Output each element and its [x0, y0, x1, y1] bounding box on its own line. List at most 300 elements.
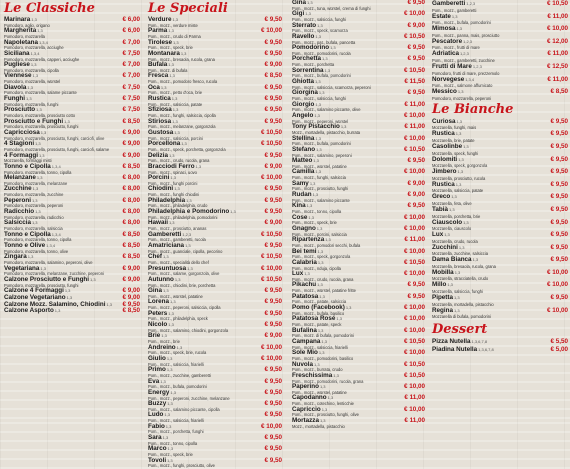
menu-item-price: € 12,50 [546, 62, 568, 70]
menu-item-description: Pom., mozz., petto d'oca, brie [148, 90, 203, 96]
menu-item-price: € 10,00 [403, 247, 425, 255]
allergen-codes: 1,3 [64, 118, 70, 124]
menu-item-description: Pom., mozz., salamino piccante, cipolla [148, 406, 220, 412]
allergen-codes: 1,3 [167, 446, 174, 452]
menu-item-description: Pomodoro, mozzarella, cipolla [4, 67, 59, 73]
menu-item-row [432, 206, 568, 214]
menu-item-name [432, 38, 472, 46]
menu-item-description: Pom., mozz., funghi, prosciutto, olive [148, 463, 215, 469]
menu-item-name-text: Tony Pistacchio [292, 123, 340, 131]
allergen-codes: 1,3 [345, 305, 352, 311]
menu-item [292, 169, 425, 180]
menu-item-name-text: Capodanno [292, 394, 327, 402]
menu-item-name-text: Casolinbe [432, 142, 463, 150]
menu-item-description: Pom., mozz., bufala, pomodorini [292, 73, 351, 79]
menu-item-price: € 10,00 [403, 10, 425, 18]
menu-item-name-text: Nicolo [148, 321, 168, 329]
menu-item-price: € 9,50 [407, 44, 425, 52]
menu-item-name-text: Zucchine [4, 185, 32, 193]
allergen-codes: 1,3 [32, 186, 39, 192]
allergen-codes: 1,3 [336, 316, 342, 322]
menu-item-price: € 11,00 [547, 12, 568, 20]
allergen-codes: 1,3 [458, 244, 465, 250]
menu-item-description: Pomodoro, mozzarella, würstel [4, 79, 61, 85]
menu-item-row [432, 130, 568, 138]
menu-item-description: Mozz., mortadella, pistacchio [292, 423, 345, 429]
menu-item-description: Pom., mozz., speck, brie [148, 451, 193, 457]
menu-item-name [432, 50, 469, 58]
menu-item [432, 76, 568, 89]
allergen-codes: 1,3 [444, 232, 450, 238]
allergen-codes: 1,3 [307, 0, 313, 5]
menu-item-price: € 9,00 [264, 162, 282, 170]
allergen-codes: 1,3 [170, 299, 176, 305]
menu-item-row [432, 231, 568, 239]
menu-item-name-text: Lorena [148, 298, 169, 306]
allergen-codes: 1,3 [340, 124, 347, 130]
menu-item-description: Mozzarella, porchetta, brie [432, 213, 481, 219]
menu-item-price: € 10,00 [403, 213, 425, 221]
allergen-codes: 1,3 [327, 395, 334, 401]
menu-item-description: Pom., mozz., peperoni, salsiccia, cipolla [148, 305, 221, 311]
menu-item-name-text: Capriccio [292, 405, 321, 413]
allergen-codes: 1,3 [90, 276, 96, 282]
menu-item-description: Pom., mozz., salsiccia, patate [148, 101, 203, 107]
menu-item-name-text: Bufalina [292, 326, 317, 334]
menu-item-description: Pom., mozz., porcini, salsiccia [292, 231, 347, 237]
menu-item [148, 73, 282, 84]
allergen-codes: 1,3 [35, 209, 41, 215]
menu-item-name [432, 181, 461, 189]
menu-item-name-text: Stefano [292, 145, 316, 153]
menu-item-description: Pomodoro, mozzarella, capperi, acciughe [4, 56, 80, 62]
menu-item-price: € 9,50 [264, 117, 282, 125]
menu-item-price: € 9,50 [264, 95, 282, 103]
menu-item-description: Pomodoro, mozzarella, tonno, cipolla [4, 237, 72, 243]
menu-item-price: € 9,50 [264, 411, 282, 419]
allergen-codes: 1,3 [32, 73, 39, 79]
menu-item-price: € 12,00 [546, 37, 568, 45]
allergen-codes: 1,3 [319, 293, 325, 299]
menu-item-price: € 9,50 [550, 218, 568, 226]
menu-item-name [432, 338, 487, 346]
menu-column-3 [292, 0, 425, 429]
menu-item-description: Pom., mozz., funghi, salsiccia, cipolla [148, 113, 216, 119]
menu-item [432, 219, 568, 232]
menu-item-name-text: Eva [148, 377, 160, 385]
allergen-codes: 1,3 [168, 310, 174, 316]
menu-item [148, 322, 282, 333]
menu-item-row [432, 168, 568, 176]
menu-item-price: € 9,50 [550, 142, 568, 150]
menu-item-description: Pom., mozz., pomodori secchi, bufala [292, 242, 361, 248]
allergen-codes: 1,3 [319, 384, 326, 390]
menu-item-name-text: Funghi [4, 95, 25, 103]
allergen-codes: 1,2,3 [182, 231, 192, 237]
menu-item [432, 193, 568, 206]
menu-item-name-text: Parma [148, 27, 168, 35]
allergen-codes: 1,3 [181, 141, 187, 147]
menu-item-name-text: Peters [148, 309, 168, 317]
allergen-codes: 1,3 [454, 269, 461, 275]
menu-item [148, 390, 282, 401]
allergen-codes: 1,3,4 [46, 242, 56, 248]
menu-item [432, 63, 568, 76]
menu-item-name-text: Sorrentina [292, 66, 324, 74]
menu-item-row [432, 118, 568, 126]
allergen-codes: 1,3 [321, 406, 328, 412]
menu-item-price: € 10,00 [260, 343, 282, 351]
menu-item-name-text: Calzone 4 Formaggi [4, 287, 64, 295]
allergen-codes: 1,3 [38, 152, 45, 158]
menu-item-price: € 9,00 [122, 293, 140, 301]
menu-item-price: € 10,00 [403, 304, 425, 312]
menu-item [148, 277, 282, 288]
menu-item-name-text: Vegetariana [4, 264, 40, 272]
menu-item-name-text: Tonno e Olive [4, 241, 46, 249]
allergen-codes: 1,3 [166, 355, 173, 361]
menu-item-price: € 9,00 [122, 275, 140, 283]
menu-item-name-text: Fabio [148, 422, 165, 430]
menu-item-price: € 10,50 [260, 230, 282, 238]
menu-item-price: € 7,00 [122, 61, 140, 69]
menu-item-name [432, 244, 464, 252]
menu-item-name [432, 63, 482, 71]
menu-item-price: € 9,50 [550, 130, 568, 138]
menu-item-price: € 9,50 [407, 89, 425, 97]
allergen-codes: 1,3 [174, 186, 180, 192]
allergen-codes: 1,3 [317, 327, 324, 333]
menu-item-price: € 10,00 [260, 27, 282, 35]
menu-item-row [432, 219, 568, 227]
menu-item-description: Pom., mozz., salamino piccante, olive [292, 107, 361, 113]
menu-item [432, 0, 568, 13]
allergen-codes: 1,3 [309, 180, 316, 186]
menu-item-description: Pom., mozz., peperoni, zucchine, melanzane [148, 395, 230, 401]
menu-item-description: Pom., mozz., würstel, patatine [292, 389, 347, 395]
menu-item-description: Pom., mozz., bufala, pomodorini [148, 384, 207, 390]
menu-item [432, 256, 568, 269]
allergen-codes: 1,3 [168, 28, 174, 34]
allergen-codes: 1,3 [66, 294, 73, 300]
menu-item-price: € 8,50 [122, 162, 140, 170]
menu-item-row [432, 181, 568, 189]
menu-item-description: Pom., mozz., funghi porcini [148, 180, 198, 186]
menu-item-description: Pom., mozz., salsiccia, friarielli [292, 344, 348, 350]
allergen-codes: 1,3 [317, 282, 323, 288]
menu-item-description: Pomodoro, mozzarella, tonno, cipolla [4, 169, 72, 175]
menu-item-name-text: Presuntuosa [148, 264, 187, 272]
menu-item-price: € 8,50 [122, 241, 140, 249]
menu-item-name-text: 4 Stagioni [4, 140, 35, 148]
menu-item-name-text: Campana [292, 337, 321, 345]
menu-item-price: € 8,50 [264, 72, 282, 80]
allergen-codes: 1,3 [306, 203, 313, 209]
menu-item-description: Pom., mozz., tonno, cipolla [292, 209, 342, 215]
menu-item-price: € 9,50 [264, 208, 282, 216]
menu-item-name [432, 219, 469, 227]
menu-item-price: € 10,00 [403, 111, 425, 119]
menu-item-name-text: Montanara [148, 49, 180, 57]
menu-item-price: € 9,50 [264, 366, 282, 374]
menu-item-price: € 9,50 [264, 400, 282, 408]
menu-item-price: € 9,50 [407, 292, 425, 300]
allergen-codes: 1,3 [168, 322, 174, 328]
allergen-codes: 1,3 [106, 301, 113, 307]
menu-item-description: Pom., mozz., bufala, basilico [292, 310, 345, 316]
menu-item-name-text: Philadelphia e Pomodorino [148, 208, 230, 216]
menu-item-name [432, 168, 463, 176]
menu-item-price: € 10,50 [260, 275, 282, 283]
menu-item [432, 307, 568, 320]
menu-item [432, 346, 568, 354]
menu-item-name [4, 308, 60, 315]
menu-item-row [432, 346, 568, 354]
menu-item [432, 118, 568, 131]
menu-item-price: € 9,00 [264, 332, 282, 340]
menu-item-description: Mozzarella, prosciutto, rucola [432, 175, 486, 181]
menu-item-price: € 9,00 [407, 21, 425, 29]
allergen-codes: 1,3 [455, 131, 462, 137]
menu-item-price: € 9,50 [264, 321, 282, 329]
allergen-codes: 1,3 [322, 56, 328, 62]
menu-item-name-text: Tirolese [148, 38, 173, 46]
allergen-codes: 1,3 [160, 378, 166, 384]
menu-item-name-text: Regina [432, 306, 453, 314]
menu-item-name-text: Capricciosa [4, 128, 40, 136]
allergen-codes: 1,3 [230, 209, 236, 215]
allergen-codes: 1,3 [172, 17, 179, 22]
allergen-codes: 1,3 [333, 372, 339, 378]
menu-item-price: € 10,00 [403, 224, 425, 232]
menu-item-description: Pom., mozz., melanzane, gorgonzola [148, 124, 216, 130]
menu-item-description: Pom., mozz. di bufala, pomodorini [292, 333, 354, 339]
menu-item-description: Pom., mozz., tuna, würstel, crema di funghi [292, 5, 371, 11]
menu-item-description: Pom., mozz., salamino, peperoni [292, 152, 352, 158]
menu-item-description: Pom., mozz., specialità dello chef [148, 259, 209, 265]
menu-item-name-text: 4 Formaggi [4, 151, 38, 159]
allergen-codes: 1,3,4 [51, 163, 61, 169]
allergen-codes: 1,2,3 [459, 51, 469, 57]
menu-item-name-text: Rustica [432, 130, 455, 138]
menu-item-price: € 9,50 [264, 106, 282, 114]
menu-item-name-text: Marco [148, 445, 167, 453]
allergen-codes: 1,3,4 [465, 76, 475, 82]
allergen-codes: 1,3 [451, 194, 457, 200]
menu-item [432, 244, 568, 257]
menu-item-price: € 10,00 [546, 281, 568, 289]
menu-item-name-text: Norvegese [432, 75, 465, 83]
menu-item [148, 311, 282, 322]
menu-item-description: Pom., mozz., speck, gorgonzola [292, 254, 351, 260]
menu-item-name-text: Salsiccia [4, 219, 31, 227]
menu-item-description: Mozzarella, stracciatella, crudo [432, 276, 489, 282]
menu-item-description: Pom., mozz., crudo di Parma [148, 34, 201, 39]
menu-item-name-text: Calzone Asporto [4, 307, 54, 315]
menu-item-name-text: Primo [148, 366, 166, 374]
menu-item-price: € 7,50 [122, 95, 140, 103]
allergen-codes: 1,3,4 [38, 39, 48, 45]
menu-item-description: Mozzarella, speck, gorgonzola [432, 163, 488, 169]
menu-item [432, 281, 568, 294]
menu-item-description: Pom., mozz., speck, brie [148, 45, 193, 51]
allergen-codes: 1,3 [27, 84, 33, 90]
allergen-codes: 1,3 [36, 175, 43, 181]
menu-item-description: Pom., mozz., peperoni, würstel [292, 118, 349, 124]
menu-item-price: € 10,50 [546, 0, 568, 7]
menu-item-name [432, 193, 457, 201]
menu-item-description: Pomodoro, mozzarella, zucchine [4, 192, 64, 198]
menu-item [432, 13, 568, 26]
menu-item-description: Pom., mozz., brie [148, 339, 180, 345]
menu-item-description: Pom., mozz., prosciutto, funghi [292, 186, 349, 192]
allergen-codes: 1,3 [173, 39, 179, 45]
menu-item-description: Pom., mozz., philadelphia, speck [148, 316, 208, 322]
menu-item-name-text: Pugliese [4, 61, 30, 69]
menu-item-description: Mozz., mortadella, pistacchio, burrata [292, 129, 361, 135]
menu-item-name-text: Curiosa [432, 117, 456, 125]
menu-item-price: € 9,50 [264, 38, 282, 46]
menu-item-name-text: Stiriosa [148, 117, 172, 125]
allergen-codes: 1,3 [163, 254, 169, 260]
allergen-codes: 1,3 [454, 307, 460, 313]
allergen-codes: 1,3 [185, 242, 191, 248]
menu-item-description: Pom., mozz., panna, mais, prosciutto [432, 32, 500, 38]
menu-item-name-text: Sterrato [292, 21, 317, 29]
menu-item [432, 50, 568, 63]
menu-item-price: € 9,50 [264, 287, 282, 295]
menu-item-description: Pom., mozz., prosciutto, funghi, olive [292, 412, 359, 418]
menu-item-description: Pomodoro, mozzarella, prosciutto, funghi [4, 124, 79, 130]
allergen-codes: 1,3 [36, 107, 42, 113]
menu-item-price: € 10,50 [260, 140, 282, 148]
menu-item-price: € 11,00 [404, 236, 425, 244]
menu-item-price: € 10,00 [260, 264, 282, 272]
menu-item-description: Pomodoro, mozzarella, peperoni [432, 95, 492, 101]
menu-item-price: € 6,00 [122, 27, 140, 35]
allergen-codes: 1,3 [457, 169, 464, 175]
menu-item-name [432, 118, 462, 126]
allergen-codes: 1,3 [317, 22, 323, 28]
menu-item-row [4, 308, 140, 315]
menu-item-description: Pomodoro, mozzarella, prosciutto, funghi, carciofi, olive [4, 135, 105, 141]
menu-item-description: Pom., mozz., porchetta, funghi [148, 429, 204, 435]
allergen-codes: 1,3 [324, 67, 331, 73]
menu-item-price: € 9,00 [264, 61, 282, 69]
menu-item-price: € 5,00 [550, 345, 568, 353]
menu-item-name-text: Sole Mio [292, 349, 318, 357]
menu-item-name-text: Ghiotta [292, 78, 315, 86]
menu-item-description: Pomodoro, aglio, origano [4, 22, 50, 28]
menu-item-name-text: Radicchio [4, 208, 35, 216]
menu-item-name-text: Giorgina [292, 89, 318, 97]
menu-item-name [432, 0, 475, 8]
allergen-codes: 1,3 [318, 90, 325, 96]
menu-item-name-text: Dolomiti [432, 155, 458, 163]
menu-item-price: € 10,00 [546, 268, 568, 276]
menu-item-price: € 10,00 [403, 349, 425, 357]
allergen-codes: 1,3 [448, 206, 455, 212]
menu-item-name-text: Giulio [148, 354, 166, 362]
menu-column-1 [4, 0, 140, 419]
menu-item-name-text: Porchetta [292, 55, 322, 63]
menu-item-price: € 10,00 [546, 25, 568, 33]
allergen-codes: 1,2,3 [466, 1, 476, 6]
allergen-codes: 1,3 [167, 457, 173, 463]
menu-item-price: € 7,50 [122, 49, 140, 57]
menu-item-name-text: Patatosa Rosé [292, 315, 336, 323]
allergen-codes: 1,3 [319, 417, 326, 423]
allergen-codes: 1,3 [195, 163, 202, 169]
allergen-codes: 1,3 [64, 288, 71, 294]
menu-item-price: € 8,50 [122, 230, 140, 238]
menu-item-description: Pomodoro, mozzarella [4, 34, 45, 39]
menu-item-description: Pom., mozz., salmone affumicato [432, 83, 493, 89]
menu-item-price: € 11,00 [404, 100, 425, 108]
menu-item-name-text: Porcellona [148, 140, 181, 148]
menu-item-name-text: Sfiziosa [148, 106, 172, 114]
menu-item-name-text: Hawaii [148, 219, 168, 227]
menu-item-name-text: Gustosa [148, 128, 174, 136]
menu-item-price: € 10,50 [403, 360, 425, 368]
allergen-codes: 1,3 [472, 257, 479, 263]
menu-item-row [432, 0, 568, 8]
menu-item-description: Pom., mozz., bufala, pomodorini [292, 141, 351, 147]
menu-item-price: € 11,00 [404, 123, 425, 131]
menu-item-description: Pom., mozz., zucchine, gamberetti [148, 372, 211, 378]
allergen-codes: 1,3 [463, 219, 469, 225]
menu-item-name-text: Camilla [292, 168, 315, 176]
menu-item [292, 203, 425, 214]
menu-item-price: € 9,50 [550, 180, 568, 188]
menu-item-price: € 10,50 [403, 32, 425, 40]
menu-item-description: Mozzarella, mortadella, pistacchio [432, 301, 494, 307]
menu-column-2 [148, 0, 282, 469]
menu-item-price: € 9,50 [264, 49, 282, 57]
menu-item-name-text: Ripartenza [292, 236, 325, 244]
menu-item-description: Pomodoro, mozzarella, salamino, peperoni, olive [4, 259, 93, 265]
allergen-codes: 1,3 [40, 129, 47, 135]
menu-item-description: Pom., mozz., pomodorini, rucola, grana [292, 378, 364, 384]
allergen-codes: 1,3 [171, 96, 178, 102]
menu-item-name [432, 130, 461, 138]
menu-item-name-text: Amatriciana [148, 241, 185, 249]
allergen-codes: 1,3,6,7,8 [478, 346, 494, 352]
menu-item-price: € 11,00 [547, 50, 568, 58]
menu-item-price: € 9,50 [550, 155, 568, 163]
menu-item-name-text: Napoletana [4, 38, 38, 46]
menu-item-name-text: Pizza Nutella [432, 338, 471, 346]
menu-item [148, 356, 282, 367]
allergen-codes: 1,3 [451, 13, 458, 19]
menu-item-name-text: Nuvola [292, 360, 313, 368]
menu-item-name-text: Calabria [292, 258, 317, 266]
allergen-codes: 1,3 [315, 79, 321, 85]
menu-item-description: Pomodoro, frutti di mare, prezzemolo [432, 70, 500, 76]
menu-item-description: Pom., mozz., guanciale, cipolla, pecorino [148, 248, 223, 254]
menu-item-description: Pom., mozz., salsiccia, porcini [148, 135, 203, 141]
menu-item-description: Pom., mozz., salsiccia, friarielli [148, 418, 204, 424]
allergen-codes: 1,3 [167, 401, 173, 407]
menu-item-price: € 10,50 [403, 258, 425, 266]
allergen-codes: 1,3 [447, 282, 453, 288]
menu-item [148, 412, 282, 423]
menu-item-name-text: Zucchini [432, 243, 458, 251]
menu-item-name [432, 13, 457, 21]
menu-item-name-text: Lux [292, 270, 304, 278]
menu-item-name-text: Gamberetti [432, 0, 466, 7]
menu-item-description: Pom., mozz., bresaola, rucola, grana [148, 56, 215, 62]
